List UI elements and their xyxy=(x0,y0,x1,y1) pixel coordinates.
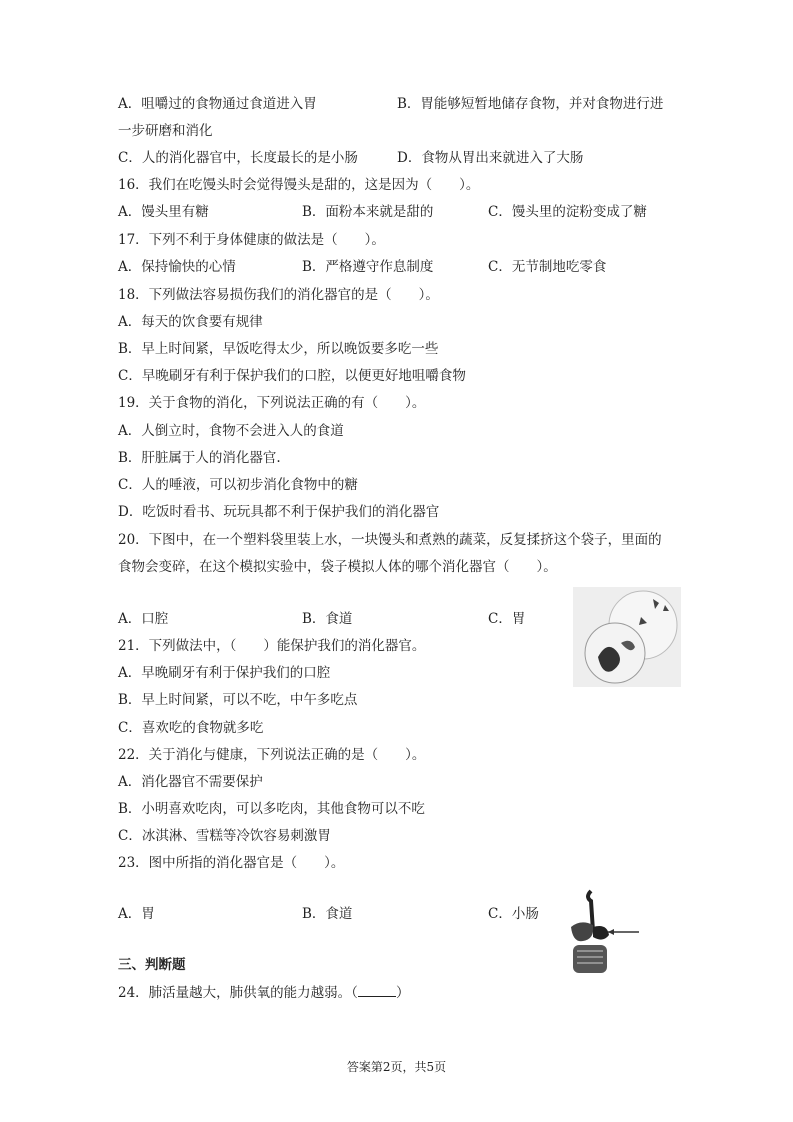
q19-option-d: D．吃饭时看书、玩玩具都不利于保护我们的消化器官 xyxy=(118,504,440,520)
q24-answer-blank[interactable] xyxy=(358,984,396,997)
q20-option-b: B．食道 xyxy=(302,611,353,627)
q17-stem: 17．下列不利于身体健康的做法是（ ）。 xyxy=(118,232,385,248)
q21-option-c: C．喜欢吃的食物就多吃 xyxy=(118,720,264,736)
page-footer: 答案第2页，共5页 xyxy=(346,1060,447,1074)
q22-option-a: A．消化器官不需要保护 xyxy=(118,774,263,790)
question-24 xyxy=(118,984,409,1002)
q19-option-a: A．人倒立时，食物不会进入人的食道 xyxy=(118,423,344,439)
q23-option-b: B．食道 xyxy=(302,906,353,922)
q20-stem-line1: 20．下图中，在一个塑料袋里装上水，一块馒头和煮熟的蔬菜，反复揉挤这个袋子，里面的 xyxy=(118,532,662,548)
q16-option-b: B．面粉本来就是甜的 xyxy=(302,204,434,220)
q24-stem: 24．肺活量越大，肺供氧的能力越弱。（ xyxy=(118,985,358,1001)
q22-stem: 22．关于消化与健康，下列说法正确的是（ ）。 xyxy=(118,747,426,763)
section-3-heading: 三、判断题 xyxy=(118,957,186,973)
q16-stem: 16．我们在吃馒头时会觉得馒头是甜的，这是因为（ ）。 xyxy=(118,177,480,193)
q18-option-c: C．早晚刷牙有利于保护我们的口腔，以便更好地咀嚼食物 xyxy=(118,368,466,384)
q15-option-c: C．人的消化器官中，长度最长的是小肠 xyxy=(118,150,358,166)
q19-option-b: B．肝脏属于人的消化器官. xyxy=(118,450,281,466)
q20-stem-line2: 食物会变碎，在这个模拟实验中，袋子模拟人体的哪个消化器官（ ）。 xyxy=(118,559,557,575)
q22-option-b: B．小明喜欢吃肉，可以多吃肉，其他食物可以不吃 xyxy=(118,801,425,817)
q22-option-c: C．冰淇淋、雪糕等冷饮容易刺激胃 xyxy=(118,828,331,844)
digestive-system-image xyxy=(563,887,643,982)
q20-option-a: A．口腔 xyxy=(118,611,169,627)
q15-option-a: A．咀嚼过的食物通过食道进入胃 xyxy=(118,96,317,112)
q17-option-c: C．无节制地吃零食 xyxy=(488,259,607,275)
q17-option-b: B．严格遵守作息制度 xyxy=(302,259,434,275)
q23-stem: 23．图中所指的消化器官是（ ）。 xyxy=(118,855,345,871)
q16-option-a: A．馒头里有糖 xyxy=(118,204,209,220)
q19-stem: 19．关于食物的消化，下列说法正确的有（ ）。 xyxy=(118,395,426,411)
q24-close: ） xyxy=(395,985,410,1001)
q19-option-c: C．人的唾液，可以初步消化食物中的糖 xyxy=(118,477,358,493)
q23-option-c: C．小肠 xyxy=(488,906,539,922)
q15-option-b-cont: 一步研磨和消化 xyxy=(118,123,213,139)
q23-option-a: A．胃 xyxy=(118,906,155,922)
q15-option-b: B．胃能够短暂地储存食物，并对食物进行进 xyxy=(397,96,664,112)
plastic-bag-experiment-image xyxy=(573,587,681,687)
q16-option-c: C．馒头里的淀粉变成了糖 xyxy=(488,204,647,220)
q15-option-d: D．食物从胃出来就进入了大肠 xyxy=(397,150,584,166)
q18-stem: 18．下列做法容易损伤我们的消化器官的是（ ）。 xyxy=(118,287,439,303)
q21-option-b: B．早上时间紧，可以不吃，中午多吃点 xyxy=(118,692,358,708)
q21-stem: 21．下列做法中，（ ）能保护我们的消化器官。 xyxy=(118,638,426,654)
q21-option-a: A．早晚刷牙有利于保护我们的口腔 xyxy=(118,665,331,681)
q20-option-c: C．胃 xyxy=(488,611,526,627)
q17-option-a: A．保持愉快的心情 xyxy=(118,259,236,275)
q18-option-b: B．早上时间紧，早饭吃得太少，所以晚饭要多吃一些 xyxy=(118,341,439,357)
q18-option-a: A．每天的饮食要有规律 xyxy=(118,314,263,330)
